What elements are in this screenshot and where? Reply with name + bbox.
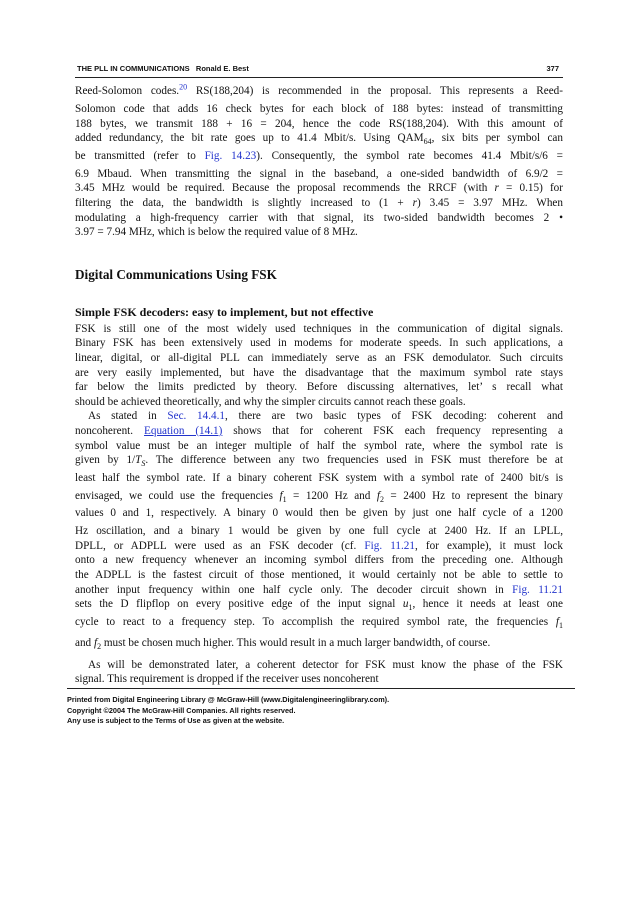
footer-copyright: Copyright ©2004 The McGraw-Hill Companies. All rights reserved. — [67, 705, 296, 715]
text-line: another input frequency within one half cycle only. The decoder circuit shown in Fig. 11.21 — [75, 583, 563, 596]
text-line: be transmitted (refer to Fig. 14.23). Consequently, the symbol rate becomes 41.4 Mbit/s/6 = — [75, 149, 563, 162]
text-line: added redundancy, the bit rate goes up to 41.4 Mbit/s. Using $QAM_{64}$, six bits per symbol can — [75, 132, 563, 147]
section-heading: Digital Communications Using FSK — [75, 266, 277, 282]
text-line: are very easily implemented, but have the disadvantage that the maximum symbol rate stays — [75, 366, 563, 379]
text-line: values 0 and 1, respectively. A binary 0 would then be given by just one half cycle of a 1200 — [75, 507, 563, 520]
footer-printed-from: Printed from Digital Engineering Library @ McGraw-Hill (www.Digitalengineeringlibrary.com). — [67, 695, 390, 704]
text-line: Solomon code that adds 16 check bytes for each block of 188 bytes: instead of transmitting — [75, 103, 563, 115]
figure-link-11-21-b[interactable]: Fig. 11.21 — [512, 583, 563, 596]
text-line: linear, digital, or all-digital PLL can immediately serve as an FSK demodulator. Such circuits — [75, 351, 563, 364]
text-line: Hz oscillation, and a binary 1 would be given by one full cycle at 2400 Hz. If an LPLL, — [75, 525, 563, 538]
text-line: envisaged, we could use the frequencies $f_1 = 1200$ Hz and $f_2 = 2400$ Hz to represent the binary — [75, 489, 563, 504]
text-line: 188 bytes, we transmit 188 + 16 = 204, hence the code RS(188,204). With this amount of — [75, 117, 563, 130]
paragraph-reed-solomon — [75, 81, 563, 240]
text-line: 3.45 MHz would be required. Because the proposal recommends the RRCF (with r = 0.15) for — [75, 182, 563, 195]
paragraph-noncoherent — [75, 658, 563, 687]
text-line: symbol value must be an integer multiple of half the symbol rate, where the symbol rate is — [75, 439, 563, 452]
author-name: Ronald E. Best — [195, 64, 249, 73]
paragraph-coherent-fsk — [75, 409, 563, 654]
text-line: and $f_2$ must be chosen much higher. This would result in a much larger bandwidth, of course. — [75, 636, 491, 652]
figure-link-11-21[interactable]: Fig. 11.21 — [364, 539, 415, 552]
running-header — [75, 63, 563, 78]
text-line: sets the D flipflop on every positive edge of the input signal $u_1$, hence it needs at least one — [75, 598, 563, 613]
footer-terms: Any use is subject to the Terms of Use as given at the website. — [67, 716, 285, 725]
text-line: As stated in Sec. 14.4.1, there are two basic types of FSK decoding: coherent and — [88, 410, 564, 423]
text-line: filtering the data, the bandwidth is slightly increased to (1 + r) 3.45 = 3.97 MHz. When — [75, 196, 563, 209]
text-line: DPLL, or ADPLL were used as an FSK decoder (cf. Fig. 11.21, for example), it must lock — [75, 539, 563, 552]
page-body — [75, 81, 563, 687]
figure-link-14-23[interactable]: Fig. 14.23 — [204, 149, 257, 162]
running-title: THE PLL IN COMMUNICATIONS Ronald E. Best — [77, 64, 249, 73]
text-line: the ADPLL is the fastest circuit of those mentioned, it would certainly not be able to settle to — [75, 569, 563, 582]
subsection-heading: Simple FSK decoders: easy to implement, but not effective — [75, 304, 374, 319]
page-number: 377 — [546, 64, 559, 73]
footnote-ref-20[interactable]: 20 — [179, 82, 188, 92]
text-line: onto a new frequency whenever an incoming symbol differs from the preceding one. Although — [75, 554, 563, 567]
paragraph-fsk-intro — [75, 322, 563, 410]
text-line: modulating a high-frequency carrier with that signal, its two-sided bandwidth becomes 2 • — [75, 211, 563, 224]
text-line: noncoherent. Equation (14.1) shows that for coherent FSK each frequency representing a — [75, 424, 563, 437]
section-link-14-4-1[interactable]: Sec. 14.4.1 — [167, 410, 226, 423]
text-line: signal. This requirement is dropped if the receiver uses noncoherent — [75, 673, 379, 686]
text-line: Reed-Solomon codes.$^{20}$ RS(188,204) is recommended in the proposal. This represents a Reed- — [75, 82, 564, 97]
page-footer — [67, 688, 575, 727]
text-line: cycle to react to a frequency step. To accomplish the required symbol rate, the frequencies $f_1$ — [75, 615, 563, 631]
text-line: FSK is still one of the most widely used techniques in the communication of digital signals. — [75, 322, 563, 335]
text-line: Binary FSK has been extensively used in modems for moderate speeds. In such applications, a — [75, 337, 563, 350]
equation-link-14-1[interactable]: Equation (14.1) — [144, 424, 223, 437]
text-line: 3.97 = 7.94 MHz, which is below the required value of 8 MHz. — [75, 226, 358, 239]
text-line: As will be demonstrated later, a coherent detector for FSK must know the phase of the FSK — [88, 658, 563, 671]
text-line: least half the symbol rate. If a binary coherent FSK system with a symbol rate of 2400 bit/s is — [75, 471, 563, 484]
text-line: 6.9 Mbaud. When transmitting the signal in the baseband, a one-sided bandwidth of 6.9/2 = — [75, 167, 563, 180]
text-line: far below the limits predicted by theory. Before discussing alternatives, let’ s recall what — [75, 381, 563, 394]
text-line: should be achieved theoretically, and why the simpler circuits cannot reach these goals. — [75, 395, 466, 408]
text-line: given by $1/T_S$. The difference between any two frequencies used in FSK must therefore be at — [75, 454, 564, 469]
